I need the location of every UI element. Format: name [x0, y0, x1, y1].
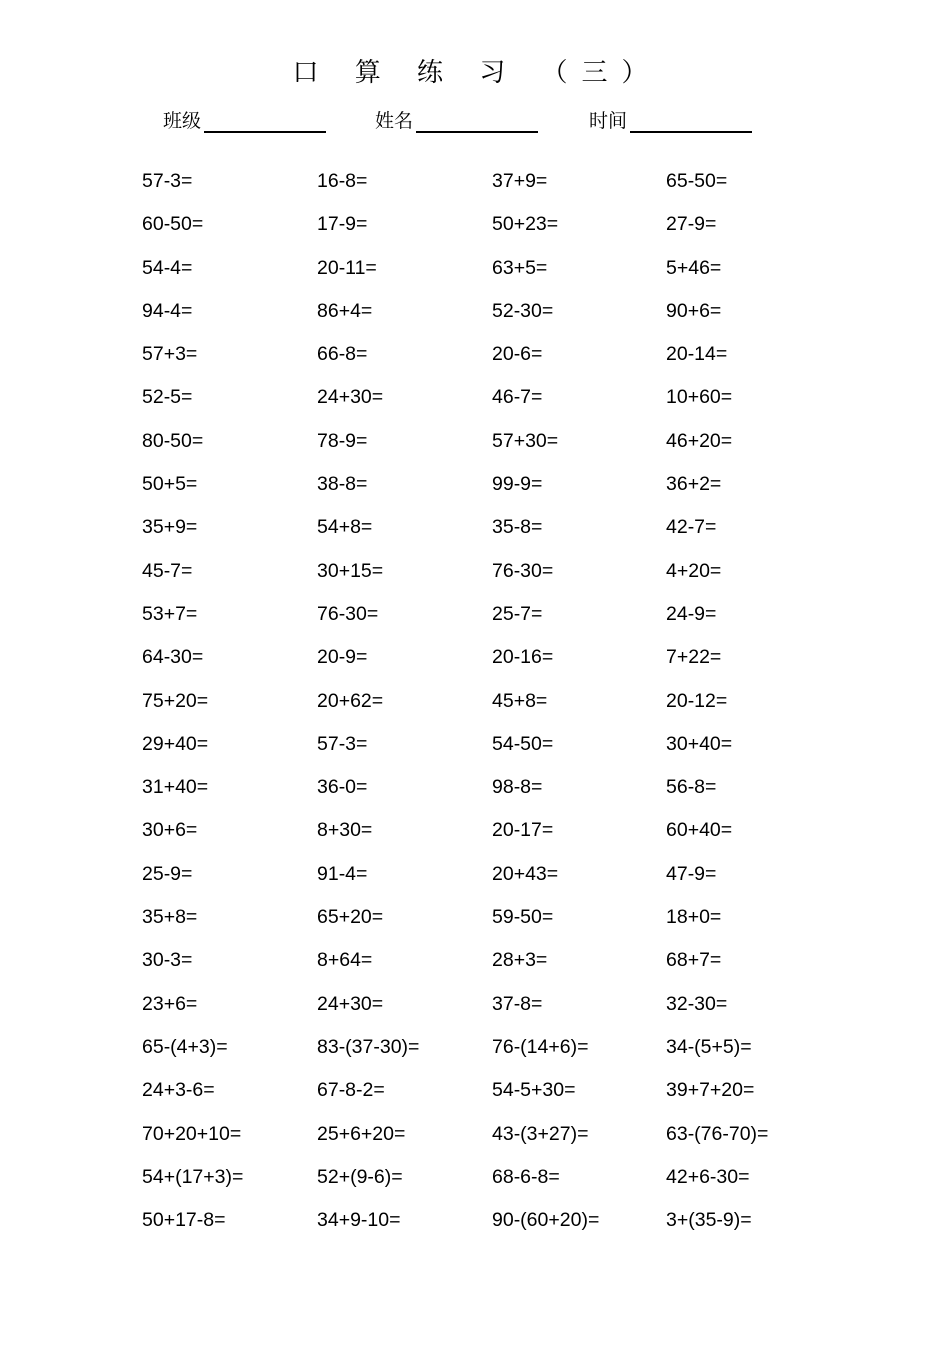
time-field [589, 106, 752, 133]
problem-item: 98-8= [492, 776, 543, 799]
problem-item: 67-8-2= [317, 1079, 385, 1102]
problem-item: 17-9= [317, 213, 368, 236]
problem-item: 45-7= [142, 559, 193, 582]
problem-item: 34+9-10= [317, 1209, 401, 1232]
problem-item: 39+7+20= [666, 1079, 755, 1102]
problem-item: 65-(4+3)= [142, 1035, 228, 1058]
problem-item: 20-9= [317, 646, 368, 669]
problem-item: 32-30= [666, 992, 728, 1015]
problem-item: 30-3= [142, 949, 193, 972]
class-label: 班级 [163, 110, 202, 132]
name-label: 姓名 [375, 110, 414, 132]
problem-item: 5+46= [666, 256, 722, 279]
class-blank-line[interactable] [204, 109, 326, 133]
problem-item: 20-14= [666, 343, 728, 366]
problem-item: 57-3= [142, 170, 193, 192]
problem-item: 52+(9-6)= [317, 1165, 403, 1188]
problem-item: 24+30= [317, 992, 384, 1015]
problem-item: 20-6= [492, 343, 543, 366]
student-info-row [0, 106, 950, 136]
class-field [163, 106, 326, 133]
problem-item: 50+23= [492, 213, 559, 236]
problem-item: 56-8= [666, 776, 717, 799]
problem-item: 30+15= [317, 559, 384, 582]
problem-item: 30+6= [142, 819, 198, 842]
problem-item: 42-7= [666, 516, 717, 539]
problem-item: 25-7= [492, 602, 543, 625]
problem-item: 8+30= [317, 819, 373, 842]
problem-item: 83-(37-30)= [317, 1035, 420, 1058]
problem-item: 35+9= [142, 516, 198, 539]
problem-item: 54+(17+3)= [142, 1165, 244, 1188]
problem-grid [142, 165, 816, 1247]
problem-item: 54+8= [317, 516, 373, 539]
problem-item: 57-3= [317, 732, 368, 755]
problem-item: 16-8= [317, 170, 368, 192]
problem-item: 60+40= [666, 819, 733, 842]
problem-item: 8+64= [317, 949, 373, 972]
problem-item: 63+5= [492, 256, 548, 279]
problem-item: 90+6= [666, 299, 722, 322]
problem-item: 52-5= [142, 386, 193, 409]
problem-item: 57+3= [142, 343, 198, 366]
problem-item: 75+20= [142, 689, 209, 712]
problem-item: 35+8= [142, 906, 198, 929]
problem-item: 20-16= [492, 646, 554, 669]
problem-item: 31+40= [142, 776, 209, 799]
problem-item: 57+30= [492, 429, 559, 452]
problem-item: 68-6-8= [492, 1165, 560, 1188]
problem-item: 36-0= [317, 776, 368, 799]
problem-item: 65+20= [317, 906, 384, 929]
problem-item: 43-(3+27)= [492, 1122, 589, 1145]
problem-item: 64-30= [142, 646, 204, 669]
problem-item: 46-7= [492, 386, 543, 409]
problem-item: 42+6-30= [666, 1165, 750, 1188]
problem-item: 76-30= [492, 559, 554, 582]
problem-item: 23+6= [142, 992, 198, 1015]
problem-item: 76-(14+6)= [492, 1035, 589, 1058]
problem-item: 50+17-8= [142, 1209, 226, 1232]
problem-item: 78-9= [317, 429, 368, 452]
problem-item: 76-30= [317, 602, 379, 625]
problem-item: 34-(5+5)= [666, 1035, 752, 1058]
problem-item: 65-50= [666, 170, 728, 192]
problem-item: 20-12= [666, 689, 728, 712]
problem-item: 20-17= [492, 819, 554, 842]
name-field [375, 106, 538, 133]
problem-item: 90-(60+20)= [492, 1209, 600, 1232]
problem-item: 25+6+20= [317, 1122, 406, 1145]
problem-item: 99-9= [492, 473, 543, 496]
problem-item: 45+8= [492, 689, 548, 712]
problem-item: 38-8= [317, 473, 368, 496]
problem-item: 60-50= [142, 213, 204, 236]
problem-item: 4+20= [666, 559, 722, 582]
problem-item: 10+60= [666, 386, 733, 409]
problem-item: 63-(76-70)= [666, 1122, 769, 1145]
problem-item: 24+30= [317, 386, 384, 409]
problem-item: 37+9= [492, 170, 548, 192]
problem-item: 54-50= [492, 732, 554, 755]
problem-item: 35-8= [492, 516, 543, 539]
problem-item: 28+3= [492, 949, 548, 972]
problem-item: 52-30= [492, 299, 554, 322]
problem-item: 66-8= [317, 343, 368, 366]
problem-item: 27-9= [666, 213, 717, 236]
problem-item: 37-8= [492, 992, 543, 1015]
problem-item: 54-4= [142, 256, 193, 279]
time-label: 时间 [589, 110, 628, 132]
problem-item: 50+5= [142, 473, 198, 496]
page-title: 口 算 练 习 （三） [292, 58, 662, 88]
problem-item: 91-4= [317, 862, 368, 885]
problem-item: 25-9= [142, 862, 193, 885]
problem-item: 30+40= [666, 732, 733, 755]
problem-item: 3+(35-9)= [666, 1209, 752, 1232]
problem-item: 36+2= [666, 473, 722, 496]
problem-item: 86+4= [317, 299, 373, 322]
problem-item: 47-9= [666, 862, 717, 885]
problem-item: 53+7= [142, 602, 198, 625]
problem-item: 70+20+10= [142, 1122, 242, 1145]
problem-item: 24-9= [666, 602, 717, 625]
problem-item: 59-50= [492, 906, 554, 929]
time-blank-line[interactable] [630, 109, 752, 133]
problem-item: 18+0= [666, 906, 722, 929]
name-blank-line[interactable] [416, 109, 538, 133]
problem-item: 7+22= [666, 646, 722, 669]
problem-item: 20+62= [317, 689, 384, 712]
problem-item: 94-4= [142, 299, 193, 322]
problem-item: 20-11= [317, 256, 377, 279]
problem-item: 20+43= [492, 862, 559, 885]
problem-item: 46+20= [666, 429, 733, 452]
problem-item: 68+7= [666, 949, 722, 972]
problem-item: 80-50= [142, 429, 204, 452]
problem-item: 24+3-6= [142, 1079, 215, 1102]
problem-item: 29+40= [142, 732, 209, 755]
problem-item: 54-5+30= [492, 1079, 576, 1102]
